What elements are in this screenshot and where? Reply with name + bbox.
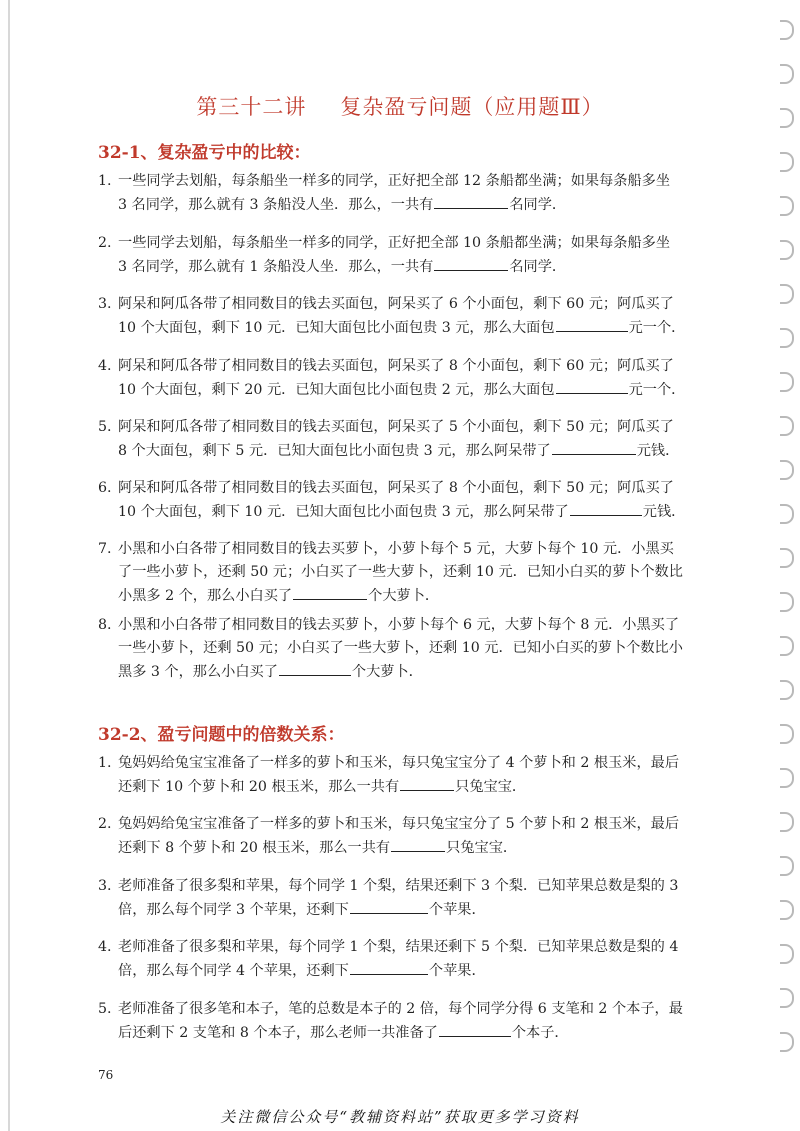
section-heading: 32-1、复杂盈亏中的比较：: [98, 143, 311, 163]
problem-number: 3.: [98, 878, 112, 894]
answer-blank[interactable]: [293, 584, 367, 600]
problem-item: [98, 936, 728, 983]
problem-text: 10 个大面包，剩下 10 元．已知大面包比小面包贵 3 元，那么大面包: [118, 320, 555, 336]
binding-ring: [780, 460, 794, 480]
problem-text: 一些同学去划船，每条船坐一样多的同学，正好把全部 12 条船都坐满；如果每条船多坐: [118, 173, 671, 189]
answer-blank[interactable]: [279, 660, 351, 676]
answer-blank[interactable]: [434, 193, 508, 209]
problem-text: 元一个．: [628, 320, 686, 336]
problem-text: 元一个．: [628, 382, 686, 398]
page-number: 76: [98, 1068, 114, 1082]
problem-number: 2.: [98, 235, 112, 251]
binding-ring: [780, 152, 794, 172]
problem-text: 3 名同学，那么就有 1 条船没人坐．那么，一共有: [118, 259, 434, 275]
answer-blank[interactable]: [350, 898, 428, 914]
problem-text: 兔妈妈给兔宝宝准备了一样多的萝卜和玉米，每只兔宝宝分了 5 个萝卜和 2 根玉米，最后: [118, 816, 680, 832]
problem-number: 3.: [98, 296, 112, 312]
problem-text: 了一些小萝卜，还剩 50 元；小白买了一些大萝卜，还剩 10 元．已知小白买的萝卜个数比: [118, 564, 683, 580]
problem-item: [98, 538, 728, 608]
binding-ring: [780, 812, 794, 832]
binding-ring: [780, 680, 794, 700]
binding-ring: [780, 1032, 794, 1052]
problem-text: 元钱．: [642, 504, 686, 520]
problem-text: 名同学．: [509, 259, 567, 275]
problem-text: 倍，那么每个同学 4 个苹果，还剩下: [118, 963, 349, 979]
section-heading: 32-2、盈亏问题中的倍数关系：: [98, 725, 345, 745]
problem-item: [98, 232, 728, 279]
binding-ring: [780, 768, 794, 788]
binding-ring: [780, 592, 794, 612]
answer-blank[interactable]: [556, 316, 628, 332]
problem-item: [98, 416, 728, 463]
lecture-number: 第三十二讲: [196, 95, 307, 119]
binding-ring: [780, 900, 794, 920]
problem-text: 一些小萝卜，还剩 50 元；小白买了一些大萝卜，还剩 10 元．已知小白买的萝卜个数比小: [118, 640, 683, 656]
problem-text: 后还剩下 2 支笔和 8 个本子，那么老师一共准备了: [118, 1025, 438, 1041]
binding-ring: [780, 64, 794, 84]
binding-ring: [780, 724, 794, 744]
problem-text: 还剩下 8 个萝卜和 20 根玉米，那么一共有: [118, 840, 391, 856]
problem-item: [98, 293, 728, 340]
binding-ring: [780, 372, 794, 392]
problem-number: 7.: [98, 541, 112, 557]
problem-text: 还剩下 10 个萝卜和 20 根玉米，那么一共有: [118, 779, 400, 795]
problem-number: 4.: [98, 358, 112, 374]
answer-blank[interactable]: [439, 1021, 511, 1037]
problem-number: 2.: [98, 816, 112, 832]
problem-number: 4.: [98, 939, 112, 955]
problem-text: 小黑多 2 个，那么小白买了: [118, 588, 293, 604]
problem-item: [98, 998, 728, 1045]
problem-item: [98, 170, 728, 217]
problem-item: [98, 614, 728, 684]
problem-text: 兔妈妈给兔宝宝准备了一样多的萝卜和玉米，每只兔宝宝分了 4 个萝卜和 2 根玉米，最后: [118, 755, 680, 771]
problem-text: 个苹果．: [428, 902, 486, 918]
binding-ring: [780, 944, 794, 964]
answer-blank[interactable]: [391, 836, 445, 852]
problem-number: 8.: [98, 617, 112, 633]
binding-ring: [780, 416, 794, 436]
answer-blank[interactable]: [350, 959, 428, 975]
problem-text: 倍，那么每个同学 3 个苹果，还剩下: [118, 902, 349, 918]
problem-text: 名同学．: [509, 197, 567, 213]
page-edge: [8, 0, 10, 1131]
answer-blank[interactable]: [556, 378, 628, 394]
problem-text: 阿呆和阿瓜各带了相同数目的钱去买面包，阿呆买了 8 个小面包，剩下 50 元；阿瓜买了: [118, 480, 674, 496]
problem-text: 一些同学去划船，每条船坐一样多的同学，正好把全部 10 条船都坐满；如果每条船多坐: [118, 235, 671, 251]
footer-note: 关注微信公众号“教辅资料站”获取更多学习资料: [220, 1108, 580, 1126]
problem-text: 3 名同学，那么就有 3 条船没人坐．那么，一共有: [118, 197, 434, 213]
problem-text: 阿呆和阿瓜各带了相同数目的钱去买面包，阿呆买了 8 个小面包，剩下 60 元；阿瓜买了: [118, 358, 674, 374]
binding-ring: [780, 20, 794, 40]
problem-text: 黑多 3 个，那么小白买了: [118, 664, 278, 680]
problem-text: 老师准备了很多梨和苹果，每个同学 1 个梨，结果还剩下 5 个梨．已知苹果总数是梨的 4: [118, 939, 679, 955]
answer-blank[interactable]: [552, 439, 636, 455]
binding-ring: [780, 636, 794, 656]
problem-item: [98, 477, 728, 524]
problem-number: 1.: [98, 173, 112, 189]
problem-number: 5.: [98, 419, 112, 435]
binding-ring: [780, 988, 794, 1008]
problem-text: 阿呆和阿瓜各带了相同数目的钱去买面包，阿呆买了 5 个小面包，剩下 50 元；阿瓜买了: [118, 419, 674, 435]
binding-ring: [780, 196, 794, 216]
binding-ring: [780, 856, 794, 876]
answer-blank[interactable]: [434, 255, 508, 271]
page-title: [0, 91, 800, 121]
problem-text: 阿呆和阿瓜各带了相同数目的钱去买面包，阿呆买了 6 个小面包，剩下 60 元；阿瓜买了: [118, 296, 674, 312]
problem-text: 个本子．: [511, 1025, 569, 1041]
problem-text: 只兔宝宝．: [455, 779, 527, 795]
problem-number: 1.: [98, 755, 112, 771]
answer-blank[interactable]: [570, 500, 642, 516]
problem-item: [98, 813, 728, 860]
lecture-topic: 复杂盈亏问题（应用题Ⅲ）: [340, 95, 604, 119]
spiral-binding: [772, 20, 794, 1080]
problem-number: 6.: [98, 480, 112, 496]
binding-ring: [780, 548, 794, 568]
problem-text: 8 个大面包，剩下 5 元．已知大面包比小面包贵 3 元，那么阿呆带了: [118, 443, 551, 459]
problem-text: 小黑和小白各带了相同数目的钱去买萝卜，小萝卜每个 5 元，大萝卜每个 10 元．小黑买: [118, 541, 674, 557]
problem-text: 10 个大面包，剩下 20 元．已知大面包比小面包贵 2 元，那么大面包: [118, 382, 555, 398]
problem-text: 个苹果．: [428, 963, 486, 979]
problem-text: 10 个大面包，剩下 10 元．已知大面包比小面包贵 3 元，那么阿呆带了: [118, 504, 569, 520]
binding-ring: [780, 240, 794, 260]
problem-text: 元钱．: [636, 443, 680, 459]
problem-item: [98, 355, 728, 402]
problem-text: 个大萝卜．: [351, 664, 423, 680]
problem-text: 老师准备了很多笔和本子，笔的总数是本子的 2 倍，每个同学分得 6 支笔和 2 个本子，最: [118, 1001, 683, 1017]
problem-number: 5.: [98, 1001, 112, 1017]
binding-ring: [780, 284, 794, 304]
problem-text: 老师准备了很多梨和苹果，每个同学 1 个梨，结果还剩下 3 个梨．已知苹果总数是梨的 3: [118, 878, 679, 894]
problem-item: [98, 875, 728, 922]
problem-text: 小黑和小白各带了相同数目的钱去买萝卜，小萝卜每个 6 元，大萝卜每个 8 元．小黑买了: [118, 617, 680, 633]
binding-ring: [780, 504, 794, 524]
answer-blank[interactable]: [400, 775, 454, 791]
problem-item: [98, 752, 728, 799]
problem-text: 只兔宝宝．: [446, 840, 518, 856]
problem-text: 个大萝卜．: [368, 588, 440, 604]
binding-ring: [780, 328, 794, 348]
